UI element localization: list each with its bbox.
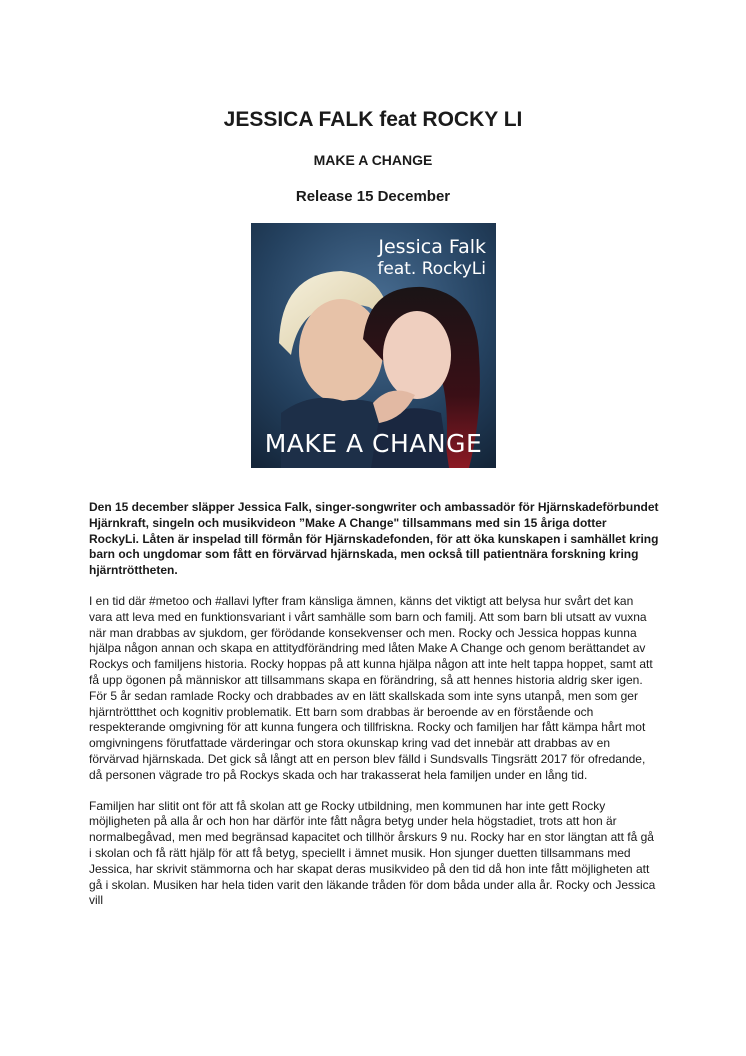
cover-song-title: MAKE A CHANGE — [264, 429, 483, 458]
release-date: Release 15 December — [295, 188, 451, 205]
song-title: MAKE A CHANGE — [313, 152, 433, 168]
album-cover — [251, 223, 496, 468]
body-paragraph-1: I en tid där #metoo och #allavi lyfter fram känsliga ämnen, känns det viktigt att belysa hur svårt det kan vara att leva med en funktionsvariant i vårt samhälle som barn och familj. Att som barn bli utsatt av vuxna när man drabbas av sjukdom, ger förödande konsekvenser och men. Rocky och Jessica hoppas kunna hjälpa någon annan och skapa en attitydförändring med låten Make A Change och genom berättandet av Rockys och familjens historia. Rocky hoppas på att kunna hjälpa någon att inte helt tappa hoppet, samt att få upp ögonen på människor att tillsammans skapa en förändring, så att hennes historia aldrig sker igen. För 5 år sedan ramlade Rocky och drabbades av en lätt skallskada som inte syns utanpå, men som ger hjärntröttthet och kognitiv problematik. Ett barn som drabbas är beroende av en förstående och respekterande omgivning för att kunna fungera och tillfriskna. Rocky och familjen har fått kämpa hårt mot omgivningens förutfattade värderingar och stora okunskap kring vad det innebär att drabbas av en förvärvad hjärnskada. Det gick så långt att en person blev fälld i Sundsvalls Tingsrätt 2017 för ofredande, då personen vägrade tro på Rockys skada och har trakasserat hela familjen under en lång tid. — [89, 593, 653, 782]
article-body — [89, 500, 659, 924]
page-title: JESSICA FALK feat ROCKY LI — [223, 108, 523, 131]
body-paragraph-2: Familjen har slitit ont för att få skolan att ge Rocky utbildning, men kommunen har inte gett Rocky möjligheten på alla år och hon har därför inte fått några betyg under hela högstadiet, trots att hon är normalbegåvad, men med begränsad kapacitet och tillhör årskurs 9 nu. Rocky har en stor längtan att få gå i skolan och få rätt hjälp för att få betyg, speciellt i ämnet musik. Hon sjunger duetten tillsammans med Jessica, har skrivit stämmorna och har skapat deras musikvideo på den tid då hon inte fått möjligheten att gå i skolan. Musiken har hela tiden varit den läkande tråden för dom båda under alla år. Rocky och Jessica vill — [89, 798, 656, 908]
cover-artist-name: Jessica Falk — [378, 236, 486, 258]
lead-paragraph: Den 15 december släpper Jessica Falk, singer-songwriter och ambassadör för Hjärnskadeförbundet Hjärnkraft, singeln och musikvideon ”Make A Change" tillsammans med sin 15 åriga dotter RockyLi. Låten är inspelad till förmån för Hjärnskadefonden, för att öka kunskapen i samhället kring barn och ungdomar som fått en förvärvad hjärnskada, men också till patientnära forskning kring hjärntröttheten. — [89, 500, 659, 578]
cover-featuring: feat. RockyLi — [377, 259, 486, 279]
right-face-shape — [383, 311, 451, 399]
